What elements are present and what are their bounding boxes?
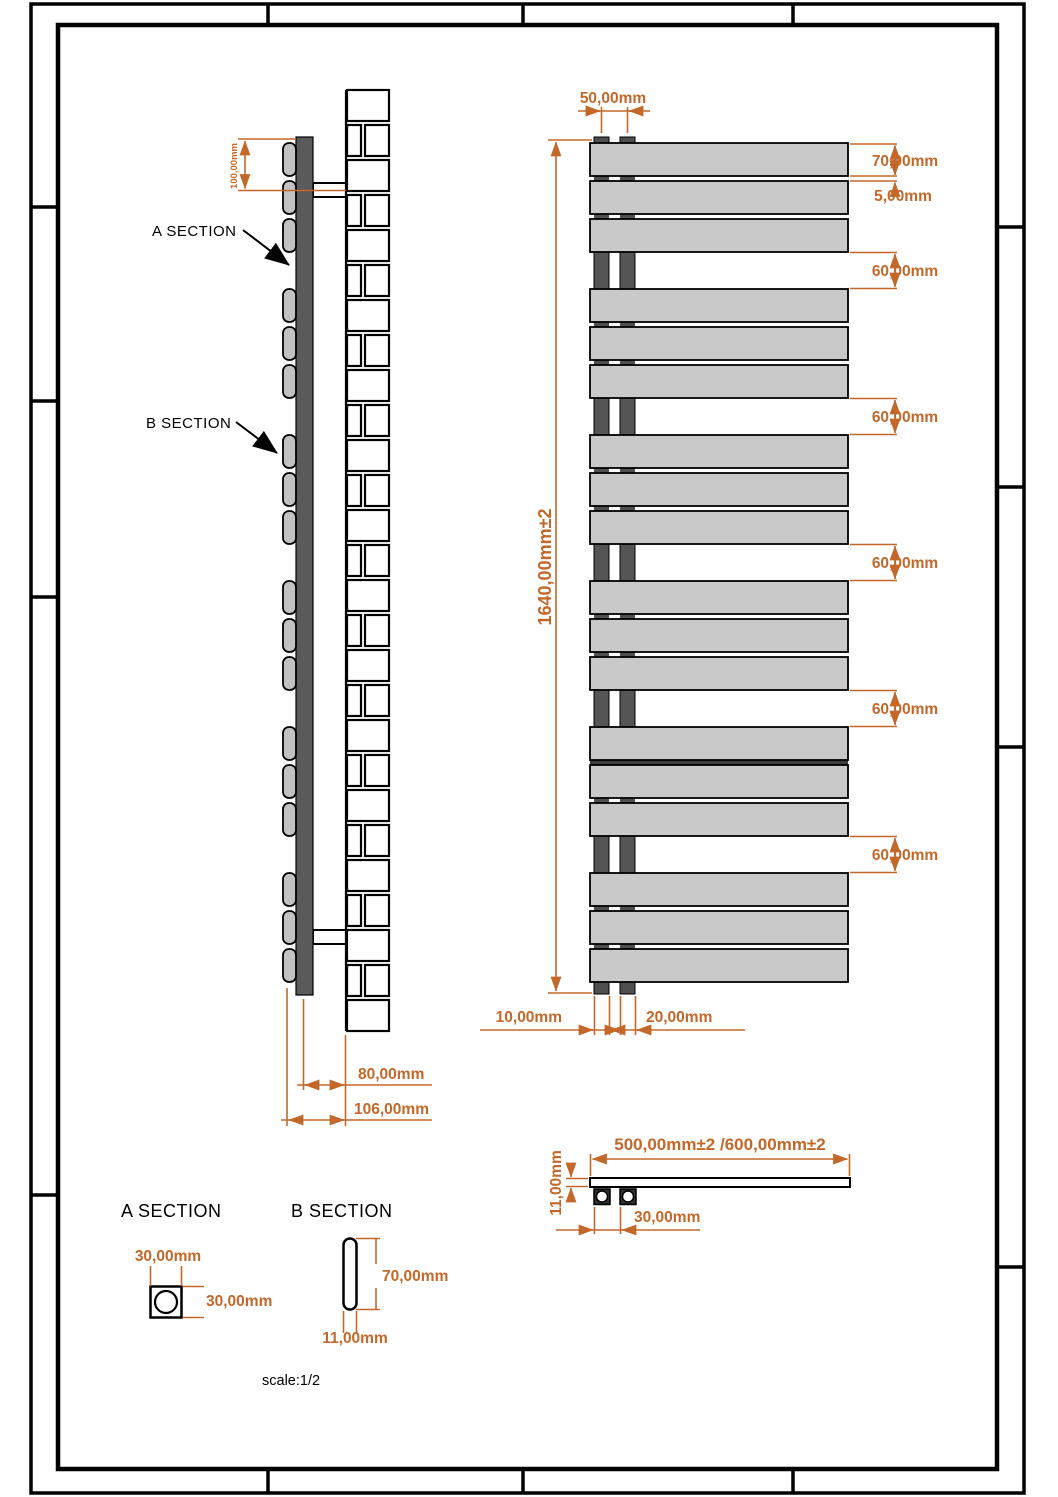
tube-bore-2 <box>623 1191 634 1202</box>
collector-tube <box>594 835 609 874</box>
dim-label-70mm: 70,00mm <box>871 153 939 170</box>
wall-brick <box>347 125 361 156</box>
detail-b-title: B SECTION <box>291 1201 393 1221</box>
panel-bar-edge <box>283 803 296 836</box>
wall-brick <box>347 440 389 471</box>
wall-brick <box>347 755 361 786</box>
panel-bar-edge <box>283 289 296 322</box>
dim-top-pipe-spacing <box>578 90 650 133</box>
dim-width-options <box>591 1135 850 1176</box>
callout-a-section: A SECTION <box>152 223 237 240</box>
panel-bar-edge <box>283 581 296 614</box>
panel-bar-edge <box>283 657 296 690</box>
collector-tube <box>620 543 635 582</box>
panel-edges <box>283 143 296 982</box>
wall-brick <box>365 965 389 996</box>
tube-bore-detail <box>155 1291 177 1313</box>
panel-bar-edge <box>283 765 296 798</box>
vertical-tube-side <box>296 137 313 995</box>
panel-bar <box>590 657 848 690</box>
detail-b-section <box>291 1201 448 1347</box>
panel-bar <box>590 581 848 614</box>
wall-brick <box>347 720 389 751</box>
dim-label-width: 500,00mm±2 /600,00mm±2 <box>614 1135 826 1154</box>
panel-bar-edge <box>283 511 296 544</box>
wall-brick <box>365 335 389 366</box>
callout-b-section: B SECTION <box>146 415 232 432</box>
panel-bar <box>590 949 848 982</box>
panel-bar <box>590 511 848 544</box>
wall-brick <box>347 615 361 646</box>
collector-tube <box>594 543 609 582</box>
dim-label-30mm-offset: 30,00mm <box>634 1209 701 1226</box>
collector-tube <box>594 397 609 436</box>
pipe-stub-bottom <box>620 981 635 994</box>
dim-label-60mm: 60,00mm <box>871 701 939 718</box>
wall-brick <box>347 510 389 541</box>
panel-bar-edge <box>283 435 296 468</box>
callout-b-leader-arrow <box>236 422 277 453</box>
panel-bar <box>590 143 848 176</box>
panel-bar-edge <box>283 365 296 398</box>
panel-bar <box>590 289 848 322</box>
collector-tube <box>620 397 635 436</box>
wall-brick <box>347 475 361 506</box>
dim-bottom-pipes <box>480 996 745 1035</box>
wall-brick <box>347 160 389 191</box>
panel-bar <box>590 911 848 944</box>
wall-brick <box>347 265 361 296</box>
collector-tubes <box>590 137 848 994</box>
wall-brick <box>365 125 389 156</box>
wall-brick <box>347 860 389 891</box>
detail-a-title: A SECTION <box>121 1201 222 1221</box>
dim-label-50mm: 50,00mm <box>579 90 647 107</box>
dim-label-30mm-h: 30,00mm <box>206 1293 273 1310</box>
dim-label-11mm-detail: 11,00mm <box>322 1330 388 1347</box>
dim-label-10mm: 10,00mm <box>495 1009 562 1026</box>
wall-brick <box>365 685 389 716</box>
panel-bar <box>590 619 848 652</box>
dim-group-gaps <box>850 253 938 873</box>
wall-brick <box>347 405 361 436</box>
dim-label-11mm-top-view: 11,00mm <box>548 1150 565 1216</box>
wall-brick <box>365 755 389 786</box>
collector-tube <box>594 689 609 728</box>
wall-brick <box>347 790 389 821</box>
panel-bar-edge <box>283 873 296 906</box>
dim-label-60mm: 60,00mm <box>871 409 939 426</box>
side-view <box>146 90 432 1126</box>
wall-brick <box>365 545 389 576</box>
dim-label-60mm: 60,00mm <box>871 263 939 280</box>
top-view <box>548 1135 850 1234</box>
dim-label-height: 1640,00mm±2 <box>535 508 555 626</box>
wall-brick <box>347 825 361 856</box>
wall-brick <box>347 580 389 611</box>
wall-brick <box>365 195 389 226</box>
front-view <box>480 90 938 1035</box>
dim-tube-offset <box>556 1207 700 1234</box>
panel-bar-edge <box>283 473 296 506</box>
panel-bar-edge <box>283 911 296 944</box>
panel-bar-edge <box>283 219 296 252</box>
wall-brick <box>347 650 389 681</box>
wall-brick <box>365 895 389 926</box>
wall-brick <box>347 930 389 961</box>
wall-brick <box>347 895 361 926</box>
panel-bar <box>590 435 848 468</box>
wall-brick <box>347 685 361 716</box>
panel-top-view <box>590 1178 850 1187</box>
wall-brick <box>365 825 389 856</box>
detail-a-section <box>121 1201 272 1318</box>
dim-label-5mm: 5,00mm <box>874 188 932 205</box>
wall-brick-hatch <box>347 90 389 1031</box>
panel-bar <box>590 181 848 214</box>
dim-label-60mm: 60,00mm <box>871 555 939 572</box>
wall-brick <box>347 230 389 261</box>
panel-bar <box>590 473 848 506</box>
dim-label-106mm: 106,00mm <box>354 1101 429 1118</box>
dim-label-70mm-detail: 70,00mm <box>382 1268 449 1285</box>
panel-bar-edge <box>283 727 296 760</box>
wall-brick <box>347 1000 389 1031</box>
dim-label-80mm: 80,00mm <box>358 1066 425 1083</box>
wall-brick <box>365 475 389 506</box>
wall-brick <box>347 300 389 331</box>
dim-label-100mm: 100,00mm <box>229 143 240 189</box>
wall-brick <box>347 965 361 996</box>
wall-brick <box>347 335 361 366</box>
dim-label-30mm-w: 30,00mm <box>134 1248 202 1265</box>
dim-panel-height <box>850 144 938 205</box>
collector-tube <box>620 689 635 728</box>
panel-bar <box>590 765 848 798</box>
panel-bar <box>590 873 848 906</box>
dim-label-20mm: 20,00mm <box>646 1009 713 1026</box>
pipe-stub-bottom <box>594 981 609 994</box>
panel-bar <box>590 219 848 252</box>
wall-brick <box>365 265 389 296</box>
wall-brick <box>347 195 361 226</box>
dim-label-60mm: 60,00mm <box>871 847 939 864</box>
panel-bar <box>590 803 848 836</box>
wall-brick <box>347 545 361 576</box>
panel-bar <box>590 365 848 398</box>
wall-bracket-bottom <box>313 930 346 944</box>
panel-bar <box>590 727 848 760</box>
dim-panel-thickness <box>548 1150 588 1216</box>
collector-tube <box>620 835 635 874</box>
wall-brick <box>365 405 389 436</box>
panel-bar-edge <box>283 327 296 360</box>
tube-bore-1 <box>597 1191 608 1202</box>
wall-brick <box>347 90 389 121</box>
panel-bar <box>590 327 848 360</box>
panel-bar-edge <box>283 143 296 176</box>
dim-overall-height <box>535 140 592 993</box>
collector-tube <box>620 251 635 290</box>
flat-panel-section <box>344 1239 357 1310</box>
wall-brick <box>347 370 389 401</box>
wall-brick <box>365 615 389 646</box>
panel-bar-edge <box>283 949 296 982</box>
scale-note: scale:1/2 <box>262 1373 321 1389</box>
panel-bar-edge <box>283 181 296 214</box>
panel-bar-edge <box>283 619 296 652</box>
collector-tube <box>594 251 609 290</box>
